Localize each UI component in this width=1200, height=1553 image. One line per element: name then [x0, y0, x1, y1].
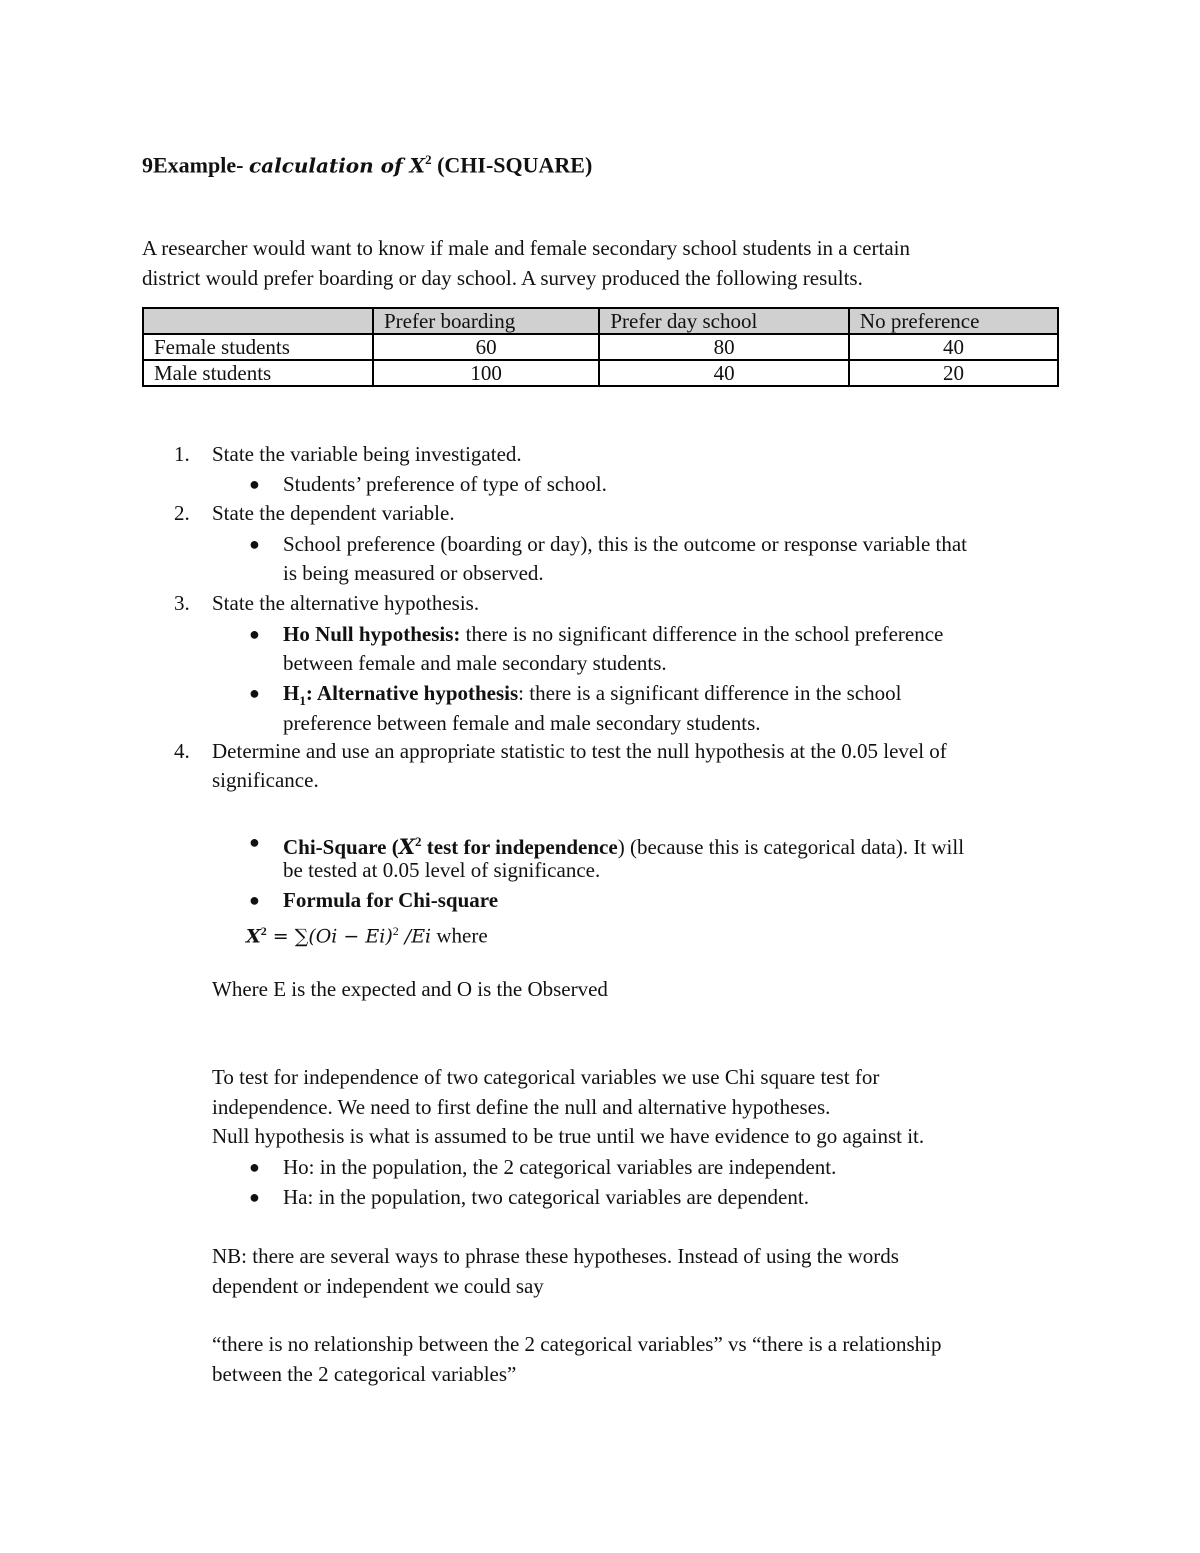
table-row: [143, 360, 1058, 386]
bullet-icon: ●: [249, 1157, 260, 1177]
intro-line-2: district would prefer boarding or day school. A survey produced the following results.: [142, 266, 863, 290]
step-3-text: State the alternative hypothesis.: [212, 591, 480, 615]
table-header-cell: Prefer day school: [599, 308, 849, 334]
chi-square-label: Chi-Square (: [283, 835, 399, 859]
where-line: Where E is the expected and O is the Observed: [212, 977, 608, 1001]
table-header-row: [143, 308, 1058, 334]
step-1-number: 1.: [174, 442, 190, 466]
page-title: [142, 147, 592, 178]
alternative-hypothesis-line-2: preference between female and male secondary students.: [283, 711, 761, 735]
title-prefix: 9Example-: [142, 152, 249, 178]
table-cell: 60: [373, 334, 599, 360]
bullet-icon: ●: [249, 474, 260, 494]
formula-lhs: X: [246, 925, 261, 948]
chi-square-line-2: be tested at 0.05 level of significance.: [283, 858, 601, 882]
step-2-text: State the dependent variable.: [212, 501, 455, 525]
step-2-number: 2.: [174, 501, 190, 525]
null-hypothesis-line-1: [283, 621, 943, 647]
chi-square-line-1: [283, 829, 964, 860]
independence-bullet-2: Ha: in the population, two categorical variables are dependent.: [283, 1185, 809, 1209]
bullet-icon: ●: [249, 534, 260, 554]
step-1-bullet: Students’ preference of type of school.: [283, 472, 607, 496]
nb-line-2: dependent or independent we could say: [212, 1274, 544, 1298]
null-hypothesis-text: there is no significant difference in the school preference: [460, 622, 944, 646]
intro-line-1: A researcher would want to know if male and female secondary school students in a certain: [142, 236, 910, 260]
alt-hypothesis-text: : there is a significant difference in the school: [518, 681, 902, 705]
alt-hypothesis-label: : Alternative hypothesis: [305, 681, 519, 705]
table-cell: 20: [849, 360, 1058, 386]
step-3-number: 3.: [174, 591, 190, 615]
alt-hypothesis-subscript: 1: [299, 693, 306, 709]
independence-line-2: independence. We need to first define the null and alternative hypotheses.: [212, 1095, 831, 1119]
title-superscript: 2: [425, 152, 432, 167]
formula-where: where: [431, 923, 488, 948]
step-2-bullet-line-1: School preference (boarding or day), this is the outcome or response variable that: [283, 532, 968, 556]
alt-hypothesis-h: H: [283, 681, 300, 705]
bullet-icon: ●: [249, 624, 260, 644]
table-cell: 80: [599, 334, 849, 360]
table-header-cell: No preference: [849, 308, 1058, 334]
null-hypothesis-label: Ho Null hypothesis:: [283, 622, 461, 646]
step-2-bullet-line-2: is being measured or observed.: [283, 561, 544, 585]
table-header-cell: [143, 308, 373, 334]
step-1-text: State the variable being investigated.: [212, 442, 522, 466]
table-row-label: Male students: [143, 360, 373, 386]
quote-line-2: between the 2 categorical variables”: [212, 1362, 517, 1386]
chi-square-formula: [246, 918, 488, 950]
step-4-number: 4.: [174, 739, 190, 763]
table-row: [143, 334, 1058, 360]
table-cell: 40: [849, 334, 1058, 360]
independence-line-3: Null hypothesis is what is assumed to be true until we have evidence to go against it.: [212, 1124, 925, 1148]
title-math: calculation of X: [248, 153, 426, 178]
chi-square-test-label: test for independence: [421, 835, 618, 859]
bullet-icon: ●: [249, 683, 260, 703]
chi-square-text: ) (because this is categorical data). It will: [617, 835, 965, 859]
chi-square-superscript: 2: [415, 834, 422, 849]
bullet-icon: ●: [249, 1187, 260, 1207]
step-4-line-2: significance.: [212, 768, 319, 792]
survey-results-table: [142, 307, 1059, 387]
bullet-icon: ●: [249, 832, 260, 852]
null-hypothesis-line-2: between female and male secondary students.: [283, 651, 667, 675]
formula-label: [283, 887, 498, 913]
formula-lhs-superscript: 2: [260, 924, 267, 938]
table-cell: 100: [373, 360, 599, 386]
bullet-icon: ●: [249, 890, 260, 910]
table-row-label: Female students: [143, 334, 373, 360]
title-suffix: (CHI-SQUARE): [431, 152, 593, 178]
chi-square-math: X: [398, 834, 416, 859]
table-cell: 40: [599, 360, 849, 386]
nb-line-1: NB: there are several ways to phrase these hypotheses. Instead of using the words: [212, 1244, 899, 1268]
quote-line-1: “there is no relationship between the 2 categorical variables” vs “there is a relationship: [212, 1332, 942, 1356]
formula-rhs-superscript: 2: [392, 924, 399, 938]
step-4-line-1: Determine and use an appropriate statistic to test the null hypothesis at the 0.05 level of: [212, 739, 947, 763]
formula-tail: /Ei: [398, 925, 432, 948]
table-header-cell: Prefer boarding: [373, 308, 599, 334]
formula-label-text: Formula for Chi-square: [283, 888, 499, 912]
independence-line-1: To test for independence of two categorical variables we use Chi square test for: [212, 1065, 880, 1089]
formula-rhs: = ∑(Oi − Ei): [266, 925, 393, 948]
independence-bullet-1: Ho: in the population, the 2 categorical variables are independent.: [283, 1155, 837, 1179]
